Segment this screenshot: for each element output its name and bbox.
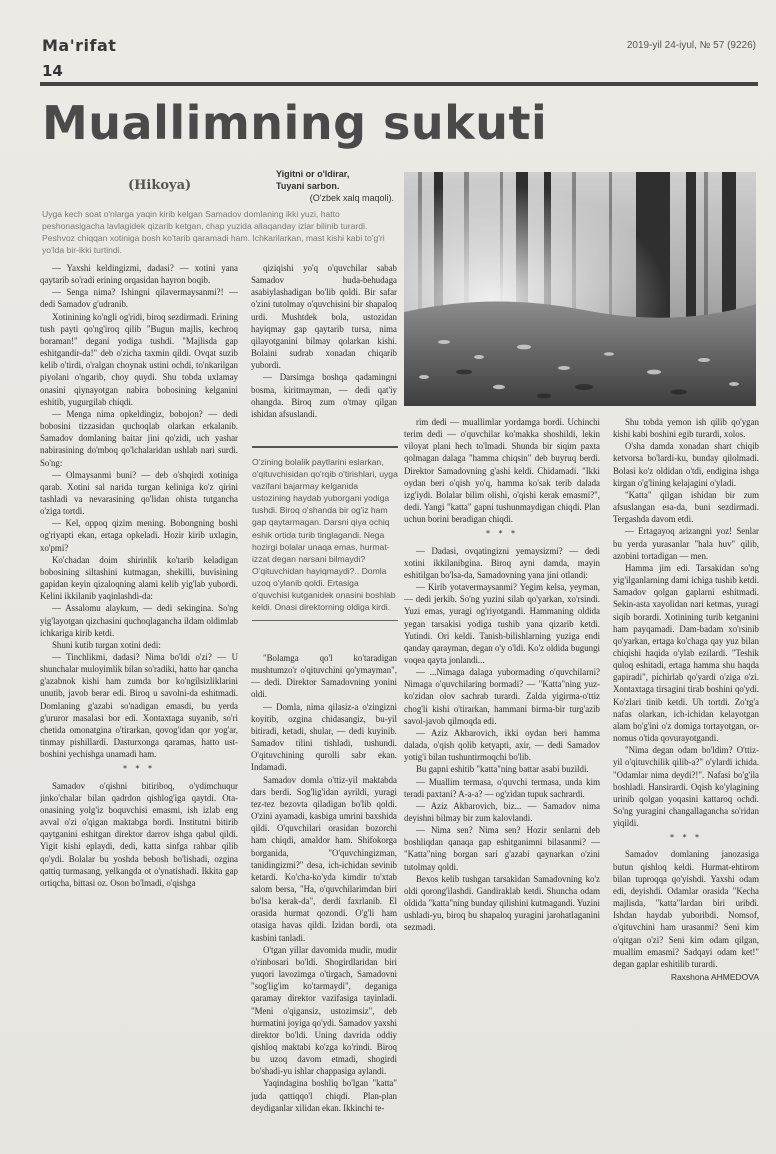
paragraph: — Assalomu alaykum, — dedi sekingina. So'ng yig'layotgan qizchasini quchoqlagancha ildam oldimlab ichkariga kirib ketdi. (40, 603, 238, 638)
section-break: * * * (669, 833, 703, 843)
paragraph: qiziqishi yo'q o'quvchilar sabab Samadov huda-behudaga asabiylashadigan bo'lib qoldi. Bir safar o'zini tutolmay o'quvchisini bir shapaloq urdi. Mushtdek bola, ustozidan hayiqmay gap qaytarib tursa, nima qilayotganini bilmay qolarkan kishi. Bolaini sudrab xonadan chiqarib yubordi. (251, 263, 397, 371)
paragraph: — Dadasi, ovqatingizni yemaysizmi? — dedi xotini ikkilanibgina. Biroq ayni damda, mayin eshitilgan bo'lsa-da, Samadovning yana jini otlandi: (404, 545, 600, 580)
paragraph: — Aziz Akbarovich, ikki oydan beri hamma dalada, o'qish qolib ketyapti, axir, — dedi Samadov yotig'i bilan tushuntirmoqchi bo'lib. (404, 727, 600, 763)
paragraph: Shuni kutib turgan xotini dedi: (52, 639, 161, 650)
paragraph: — Menga nima opkeldingiz, bobojon? — dedi bobosini tizzasidan quchoqlab olarkan erkalanib. Samadov domlaning baitar jini qo'zidi, uch yashar nabirasining do'mboq qo'lchalaridan ushlab nari surdi. So'ng: (40, 408, 238, 468)
paragraph: — Kel, oppoq qizim mening. Bobongning boshi og'riyapti ekan, ertaga opkeladi. Hozir kirib uxlagin, xo'pmi? (40, 518, 238, 553)
author-signature: Raxshona AHMEDOVA (670, 972, 759, 983)
paragraph: — ...Nimaga dalaga yubormading o'quvchilarni? Nimaga o'quvchilaring bormadi? — "Katta"ning yuz-ko'zidan olov sachrab turardi. Zalda yigirma-o'ttiz chog'li kishi o'tirarkan, hammani birma-bir turg'azib savol-javob qilmoqda edi. (404, 667, 600, 726)
paragraph: "Nima degan odam bo'ldim? O'ttiz-yil o'qituvchilik qilib-a?" o'ylardi ichida. "Odamlar nima deydi?!". Nafasi bo'g'ila boshladi. Hansirardi. Oqish ko'ylagining urinib qolgan yoqasini kattaroq ochdi. So'ng yuragini changallagancha so'ridan yiqildi. (613, 745, 759, 829)
paragraph: — Aziz Akbarovich, biz... — Samadov nima deyishni bilmay bir zum kalovlandi. (404, 800, 600, 823)
paragraph: Bu gapni eshitib "katta"ning battar asabi buzildi. (416, 764, 589, 775)
paragraph: — Olmaysanmi buni? — deb o'shqirdi xotiniga qarab. Xotini sal narida turgan kelinigа ko'z qirini tashladi va nevarasining qo'lidan ohista tutgancha o'ziga tortdi. (40, 469, 238, 517)
paragraph: Samadov domlaning janozasiga butun qishloq keldi. Hurmat-ehtirom bilan tuproqqa qo'yishdi. Yaxshi odam edi, deyishdi. Odamlar orasida "Kecha majlisda, "katta"lardan biri uribdi. Ishdan haydab yuboribdi. Nomsof, o'qituvchini ham urasanmi? Seni kim o'qitgan o'zi? Seni kim odam qilgan, muallim emasmi? Sadqayi odam ket!" degan gaplar eshitilib turardi. (613, 849, 759, 969)
section-break: * * * (122, 764, 156, 774)
forest-photo (404, 172, 756, 406)
paragraph: Samadov domla o'ttiz-yil maktabda dars berdi. Sog'lig'idan ayrildi, yuragi tez-tez bezovta qiladigan bo'lib qoldi. O'zini ayamadi, kasbiga umrini baxshida qildi. O'quvchilari orasidan bozorchi ham chiqdi, amaldor ham. Shifokorga borganida, "O'quvchingizman, tanidingizmi?" desa, ich-ichidan sevinib ketardi. Ko'cha-ko'yda kimdir to'xtab salom bersa, "Ha, o'quvchilarimdan biri bo'lsa kerak-da", derdi faxrlanib. El orasida hurmat qozondi. O'g'li ham otasiga havas qildi. Izidan bordi, ota kasbini tanladi. (251, 774, 397, 943)
paragraph: rim dedi — muallimlar yordamga bordi. Uchinchi terim dedi — o'quvchilar ko'makka shoshildi, lekin viloyat plani hech to'lmadi. Shunda bir siqim paxta qolmagan dalaga "hamma chiqsin" deb buyruq berdi. Direktor Samadovning g'ashi keldi. Chidamadi. "Ikki oydan beri o'qish yo'q, hamma ko'sak terib dalada izg'iydi. Bolalar bilim olishi, o'qishi kerak emasmi?", dedi. Yangi "katta" gapni tushunmaydigan chiqdi. Plan uchun borini beradigan chiqdi. (404, 417, 600, 525)
paragraph: — Tinchlikmi, dadasi? Nima bo'ldi o'zi? — U shunchalar muloyimlik bilan so'radiki, hatto har qancha g'azabnok kishi ham zumda bor ko'ngilsizliklarini unutib, javob berar edi. Biroq u savolni-da eshitmadi. Domlaning g'azabi so'nadigan emasdi, bu yerda g'ururor masalasi bor edi. Xontaxtaga suyanib, so'ri chetida omonatgina o'tirarkan, qovog'idan qor yog'ar, tinmay pishillardi. Dasturxonga qaramas, hatto ust-boshini yechishga unamadi ham. (40, 652, 238, 760)
epigraph-line-1: Yigitni or o'ldirar, (276, 169, 350, 179)
pull-quote-rule (252, 620, 398, 621)
epigraph-line-2: Tuyani sarbon. (276, 181, 340, 191)
page-number: 14 (42, 62, 63, 80)
article-lead: Uyga kech soat o'nlarga yaqin kirib kelgan Samadov domlaning ikki yuzi, hatto peshonasigacha lavlagidek qizarib ketgan, chap yuzida allaqanday izlar bilinib turardi. Peshvoz chiqqan xotiniga bosh ko'tarib qaramadi ham. Ichkarilarkan, mast kishi kabi to'g'ri yo'lda bir-ikki turtindi. (42, 209, 385, 256)
article-genre: (Hikoya) (128, 178, 192, 193)
paragraph: "Katta" qilgan ishidan bir zum afsuslangan esa-da, buni sezdirmadi. Tergashda davom etdi. (613, 489, 759, 525)
paragraph: — Senga nima? Ishingni qilavermaysanmi?! — dedi Samadov g'udranib. (40, 287, 238, 310)
paragraph: Shu tobda yemon ish qilib qo'ygan kishi kabi boshini egib turardi, xolos. (613, 417, 759, 440)
paragraph: O'sha damda xonadan shart chiqib ketvorsa bo'lardi-ku, bunday qilolmadi. Bolasi ko'z oldidan o'tdi, endigina ishga kirgan o'g'lining kelajagini o'yladi. (613, 441, 759, 488)
paragraph: — Ertagayoq arizangni yoz! Senlar bu yerda yurasanlar "hala huv" qilib, azobini tortadigan — men. (613, 526, 759, 561)
paragraph: Ko'chadan doim shirinlik ko'tarib keladigan bobosining siltashini kutmagan, shekilli, buvisining gapidan keyin qizaloqning alami kelib yig'lab yubordi. Kelini ikkilanib yaqinlashdi-da: (40, 554, 238, 602)
text-column-3 (404, 416, 600, 1136)
pull-quote-text: O'zining bolalik paytlarini eslarkan, o'qituvchisidan qo'rqib o'tirishlari, uyga vazifani bajarmay kelganida ustozining haydab yuborgani yodiga tushdi. Biroq o'shanda bir og'iz ham gap qaytarmagan. Darsni qiya ochiq eshik ortida turib tinglagandi. Nega hozirgi bolalar unaqa emas, hurmat-izzat degan narsani bilmaydi? O'qituvchidan hayiqmaydi?.. Domla uzoq o'ylanib qoldi. Ertasiga o'quvchisi kutganidek onasini boshlab keldi. Onasi direktorning oldiga kirdi. (252, 457, 398, 613)
paragraph: Bexos kelib tushgan tarsakidan Samadovning ko'z oldi qorong'ilashdi. Gandiraklab ketdi. Shuncha odam oldida "katta"ning bunday qilishini kutmagandi. Yuzini ushladi-yu, biroq bu shapaloq yuragini jarohatlaganini sezmadi. (404, 873, 600, 933)
paragraph: — Muallim termasa, o'quvchi termasa, unda kim teradi paxtani? A-a-a? — og'zidan tupuk sachrardi. (404, 776, 600, 799)
text-column-1 (40, 262, 238, 1132)
paragraph: — Domla, nima qilasiz-a o'zingizni koyitib, ozgina chidasangiz, bu-yil bitiradi, ketadi, shular, — dedi kuyinib. Samadov tilini tishladi, tushundi. O'qituvchining qurolli sabr ekan. Indamadi. (251, 701, 397, 773)
epigraph-attribution: (O'zbek xalq maqoli). (309, 193, 394, 203)
paragraph: Yaqindagina boshliq bo'lgan "katta" juda qattiqqo'l chiqdi. Plan-plan deydiganlar xilidan ekan. Ikkinchi te- (251, 1078, 397, 1113)
section-break: * * * (485, 529, 519, 539)
paragraph: "Bolamga qo'l ko'taradigan mushtumzo'r o'qituvchini qo'ymayman", — dedi. Direktor Samadovning yonini oldi. (251, 653, 397, 700)
text-column-2-bottom (251, 652, 397, 1134)
paragraph: — Nima sen? Nima sen? Hozir senlarni deb boshliqdan qanaqa gap eshitganimni bilasanmi? — "Katta"ning borgan sari g'azabi qaynarkan o'zini tutolmay qoldi. (404, 825, 600, 872)
header-rule (40, 82, 758, 86)
paragraph: — Yaxshi keldingizmi, dadasi? — xotini yana qaytarib so'radi erining orqasidan hayron boqib. (40, 263, 238, 286)
paragraph: — Kirib yotavermaysanmi? Yegim kelsa, yeyman, — dedi jerkib. So'ng yuzini silab qo'yarkan, xo'rsindi. Yuzi emas, yuragi og'riyotgandi. Hammaning oldida yegan tarsakisi yodiga tushib yana qizarib ketdi. Yutindi. Ori keldi. Tanish-bilishlarning yuziga endi qanday qarayman, degan o'y o'ldi. Ko'z oldida bugungi voqea qayta jonlandi... (404, 582, 600, 665)
article-title: Muallimning sukuti (42, 96, 548, 150)
text-column-4 (613, 416, 759, 1144)
pull-quote (252, 446, 398, 613)
text-column-2-top (251, 262, 397, 438)
paragraph: Xotinining ko'ngli og'ridi, biroq sezdirmadi. Erining tush payti qo'ng'iroq qilib "Bugun majlis, kechroq boraman!" degani yodiga tushdi. "Majlisda gap eshitgandir-da!" deb o'zicha taxmin qildi. Ovqat suzib kelib o'tirdi, o'ralgan choynak ustini ochdi, to'nkarilgan piyolani o'ngarib, choy quydi. Shu tobda uxlamay onasini qiynayotgan nabira bobosining kelganini eshitib, yugurgilab chiqdi. (40, 311, 238, 407)
paragraph: — Darsimga boshqa qadamingni bosma, kiritmayman, — dedi qat'iy ohangda. Biroq zum o'tmay qilgan ishidan afsuslandi. (251, 372, 397, 419)
paragraph: O'tgan yillar davomida mudir, mudir o'rinbosari bo'ldi. Shogirdlaridan biri yuqori lavozimga o'tirgach, Samadovni "sog'lig'im ko'tarmaydi", deganiga qaramay direktor vazifasiga tayinladi. "Meni o'qigansiz, ustozimsiz", deb hurmatini joyiga qo'ydi. Samadov yaxshi direktor bo'ldi. Uning davrida oddiy qishloq maktabi ko'zga ko'rindi. Biroq bu uzoq davom etmadi, shogirdi bo'shadi-yu ishlar chappasiga aylandi. (251, 944, 397, 1077)
forest-photo-illustration (404, 172, 756, 406)
newspaper-masthead: Ma'rifat (42, 36, 117, 55)
paragraph: Hamma jim edi. Tarsakidan so'ng yig'ilganlarning dami ichiga tushib ketdi. Samadov qolgan gaplarni eshitmadi. Sekin-asta xayolidan nari ketmas, yuragi siqib borardi. Xotinining turib ketganini ham payqamadi. Dam-badam xo'rsinib qo'yarkan, ertaga ko'chaga qay yuz bilan chiqishi haqida o'ylab ezilardi. "Teshik quloq eshitadi, ertaga hamma shu haqda gapiradi", pichirlab qo'yardi o'ziga o'zi. Xontaxtaga tirsagini tirab boshini qo'ydi. Ko'zlari tinib ketdi. Uh tortdi. Zo'rg'a nafas olarkan, ich-ichidan kelayotgan alam bo'g'ini o'z domiga tortayotgan, or-nomus o'tida qovurayotgandi. (613, 562, 759, 744)
paragraph: Samadov o'qishni bitiriboq, o'ydimchuqur jinko'chalar bilan qadrdon qishlog'iga qaytdi. Ota-onasining yolg'iz boquvchisi emasmi, ish izlab eng avval o'zi o'qigan maktabga bordi. Institutni bitirib qaytganini eshitgan direktor darrov ishga qabul qildi. Yigit kishi eplaydi, dedi, katta sinfga rahbar qilib qo'ydi. Bolalar bu yoshda bebosh bo'lishadi, ozgina qattiq turmasang, yelkangda ot o'ynatishadi. Ikkita gap ortiqcha, bittasi oz. Oson bo'lmadi, o'qishga (40, 780, 238, 888)
epigraph (276, 168, 394, 204)
issue-info: 2019-yil 24-iyul, № 57 (9226) (626, 40, 756, 51)
